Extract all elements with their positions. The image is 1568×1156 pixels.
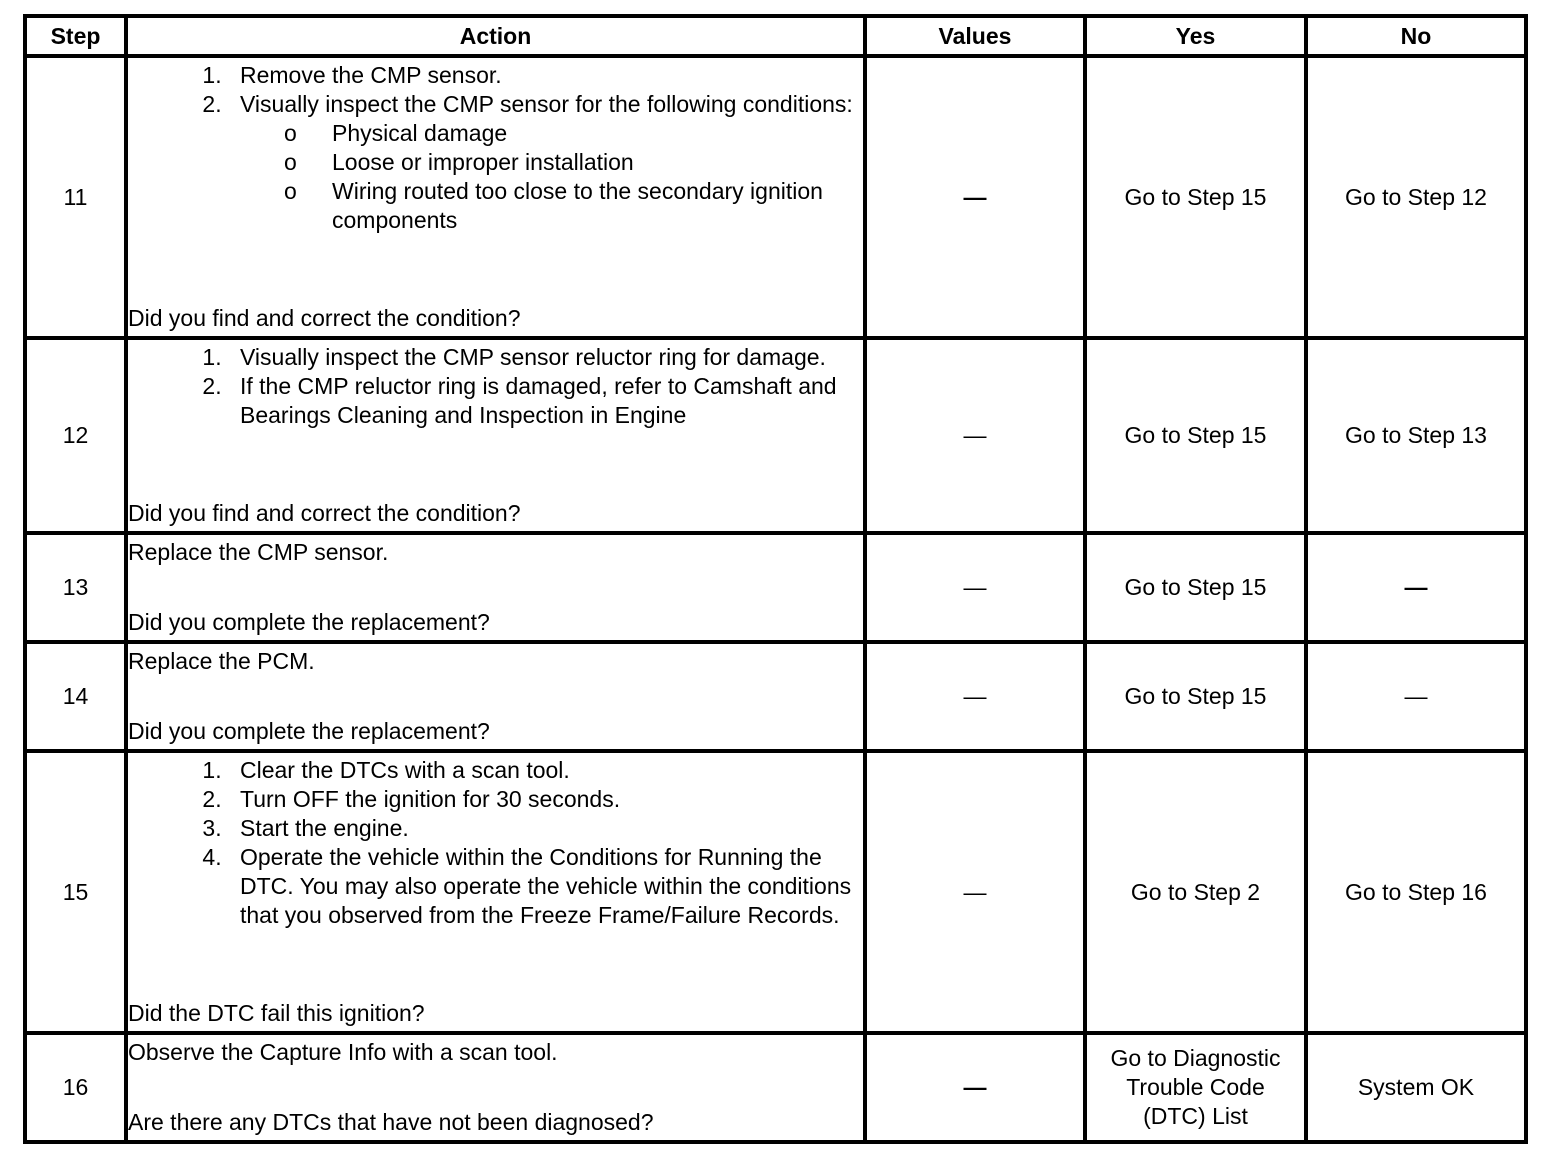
action-question: Did you complete the replacement? <box>128 718 490 744</box>
no-cell <box>1306 642 1526 751</box>
table-row-step-16 <box>25 1033 1526 1142</box>
yes-cell: Go to Step 15 <box>1085 533 1306 642</box>
step-number: 13 <box>25 533 126 642</box>
header-values: Values <box>865 16 1085 56</box>
action-step: 1. Visually inspect the CMP sensor reluctor ring for damage. <box>228 343 863 372</box>
header-action: Action <box>126 16 865 56</box>
action-steps <box>128 343 863 430</box>
yes-cell: Go to Step 15 <box>1085 642 1306 751</box>
action-question: Did you find and correct the condition? <box>128 500 521 526</box>
action-steps <box>128 61 863 235</box>
action-step: 4. Operate the vehicle within the Conditions for Running the DTC. You may also operate the vehicle within the conditions that you observed from the Freeze Frame/Failure Records. <box>228 843 863 930</box>
no-dash: — <box>1404 683 1428 709</box>
header-row <box>25 16 1526 56</box>
values-dash: — <box>963 422 987 448</box>
values-cell <box>865 338 1085 533</box>
action-question: Are there any DTCs that have not been diagnosed? <box>128 1109 654 1135</box>
yes-cell: Go to Step 15 <box>1085 338 1306 533</box>
action-question: Did you complete the replacement? <box>128 609 490 635</box>
condition-list <box>240 119 863 235</box>
values-dash: — <box>963 683 987 709</box>
header-no: No <box>1306 16 1526 56</box>
action-cell <box>126 642 865 751</box>
step-number: 11 <box>25 56 126 338</box>
action-cell <box>126 338 865 533</box>
step-number: 15 <box>25 751 126 1033</box>
action-cell <box>126 533 865 642</box>
table-row-step-12 <box>25 338 1526 533</box>
values-dash: — <box>963 183 987 210</box>
action-step: 1. Clear the DTCs with a scan tool. <box>228 756 863 785</box>
action-cell <box>126 751 865 1033</box>
action-step: 2. Turn OFF the ignition for 30 seconds. <box>228 785 863 814</box>
table-row-step-14 <box>25 642 1526 751</box>
action-question: Did the DTC fail this ignition? <box>128 1000 425 1026</box>
action-step: 3. Start the engine. <box>228 814 863 843</box>
values-dash: — <box>963 1074 987 1100</box>
no-cell: Go to Step 16 <box>1306 751 1526 1033</box>
step-number: 14 <box>25 642 126 751</box>
values-cell <box>865 1033 1085 1142</box>
no-cell <box>1306 533 1526 642</box>
yes-cell: Go to Step 15 <box>1085 56 1306 338</box>
values-dash: — <box>963 878 987 905</box>
condition-item: o Wiring routed too close to the secondary ignition components <box>332 177 863 235</box>
values-dash: — <box>963 574 987 600</box>
no-dash: — <box>1404 574 1428 600</box>
action-step: 2. Visually inspect the CMP sensor for the following conditions: o Physical damage o Loose or improper installation o Wiring routed too close to the secondary ignition components <box>228 90 863 235</box>
action-step: 1. Remove the CMP sensor. <box>228 61 863 90</box>
action-step: 2. If the CMP reluctor ring is damaged, refer to Camshaft and Bearings Cleaning and Inspection in Engine <box>228 372 863 430</box>
action-steps <box>128 756 863 930</box>
yes-cell: Go to Step 2 <box>1085 751 1306 1033</box>
condition-item: o Physical damage <box>332 119 863 148</box>
values-cell <box>865 642 1085 751</box>
action-text: Observe the Capture Info with a scan tool. <box>128 1039 558 1065</box>
action-cell <box>126 56 865 338</box>
action-text: Replace the CMP sensor. <box>128 539 389 565</box>
values-cell <box>865 56 1085 338</box>
table-row-step-13 <box>25 533 1526 642</box>
diagnostic-table <box>23 14 1528 1144</box>
header-yes: Yes <box>1085 16 1306 56</box>
table-row-step-11 <box>25 56 1526 338</box>
values-cell <box>865 533 1085 642</box>
header-step: Step <box>25 16 126 56</box>
no-cell: Go to Step 13 <box>1306 338 1526 533</box>
action-question: Did you find and correct the condition? <box>128 305 521 331</box>
no-cell: System OK <box>1306 1033 1526 1142</box>
no-cell: Go to Step 12 <box>1306 56 1526 338</box>
yes-cell: Go to Diagnostic Trouble Code (DTC) List <box>1085 1033 1306 1142</box>
action-cell <box>126 1033 865 1142</box>
step-number: 16 <box>25 1033 126 1142</box>
condition-item: o Loose or improper installation <box>332 148 863 177</box>
step-number: 12 <box>25 338 126 533</box>
action-text: Replace the PCM. <box>128 648 315 674</box>
values-cell <box>865 751 1085 1033</box>
table-row-step-15 <box>25 751 1526 1033</box>
